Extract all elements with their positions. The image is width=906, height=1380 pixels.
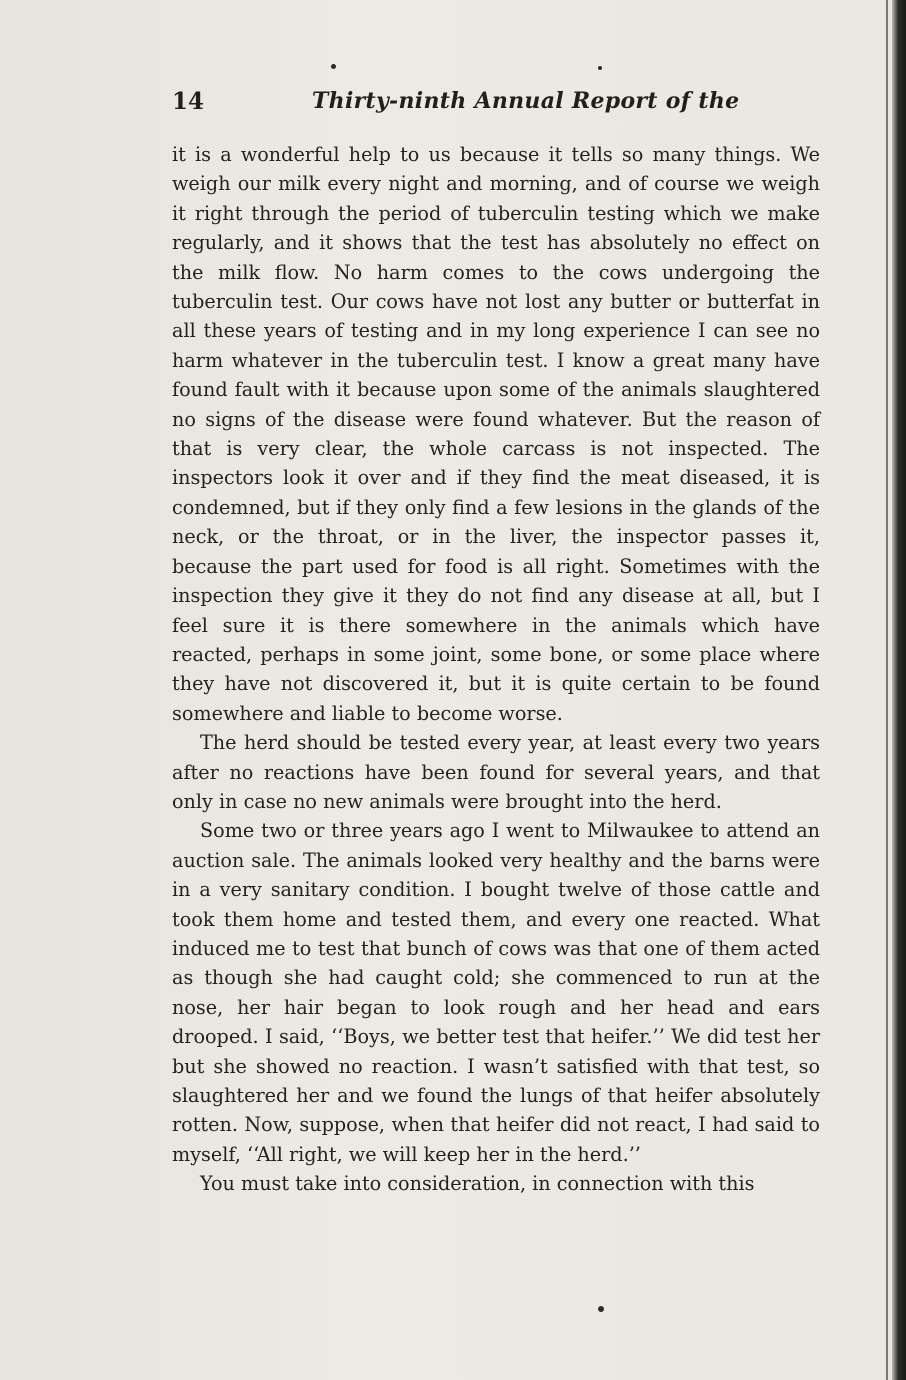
paragraph: You must take into consideration, in connection with this (200, 1172, 755, 1196)
paragraph: Some two or three years ago I went to Milwaukee to attend an auction sale. The animals looked very healthy and the barns were in a very sanitary condition. I bought twelve of those cattle and took them home and tested them, and every one reacted. What induced me to test that bunch of cows was that one of them acted as though she had caught cold; she commenced to run at the nose, her hair began to look rough and her head and ears drooped. I said, ‘‘Boys, we better test that heifer.’’ We did test her but she showed no reaction. I wasn’t satisfied with that test, so slaughtered her and we found the lungs of that heifer absolutely rotten. Now, suppose, when that heifer did not react, I had said to myself, ‘‘All right, we will keep her in the herd.’’ (172, 819, 820, 1166)
page-gutter-line (886, 0, 888, 1380)
paragraph: it is a wonderful help to us because it tells so many things. We weigh our milk every night and morning, and of course we weigh it right through the period of tuberculin testing which we make regularly, and it shows that the test has absolutely no effect on the milk flow. No harm comes to the cows undergoing the tuberculin test. Our cows have not lost any butter or butterfat in all these years of testing and in my long experience I can see no harm whatever in the tuberculin test. I know a great many have found fault with it because upon some of the animals slaughtered no signs of the disease were found whatever. But the reason of that is very clear, the whole carcass is not inspected. The inspectors look it over and if they find the meat diseased, it is condemned, but if they only find a few lesions in the glands of the neck, or the throat, or in the liver, the inspector passes it, because the part used for food is all right. Sometimes with the inspection they give it they do not find any disease at all, but I feel sure it is there somewhere in the animals which have reacted, perhaps in some joint, some bone, or some place where they have not discovered it, but it is quite certain to be found somewhere and liable to become worse. (172, 143, 820, 725)
paragraph: The herd should be tested every year, at least every two years after no reactions have been found for several years, and that only in case no new animals were brought into the herd. (172, 731, 820, 813)
page-number: 14 (172, 88, 205, 115)
ink-speck (598, 66, 602, 70)
page-binding-edge (892, 0, 906, 1380)
ink-speck (331, 64, 336, 69)
body-text (172, 140, 820, 1199)
page-header (172, 88, 812, 128)
ink-speck (598, 1306, 604, 1312)
running-title: Thirty-ninth Annual Report of the (312, 88, 740, 114)
